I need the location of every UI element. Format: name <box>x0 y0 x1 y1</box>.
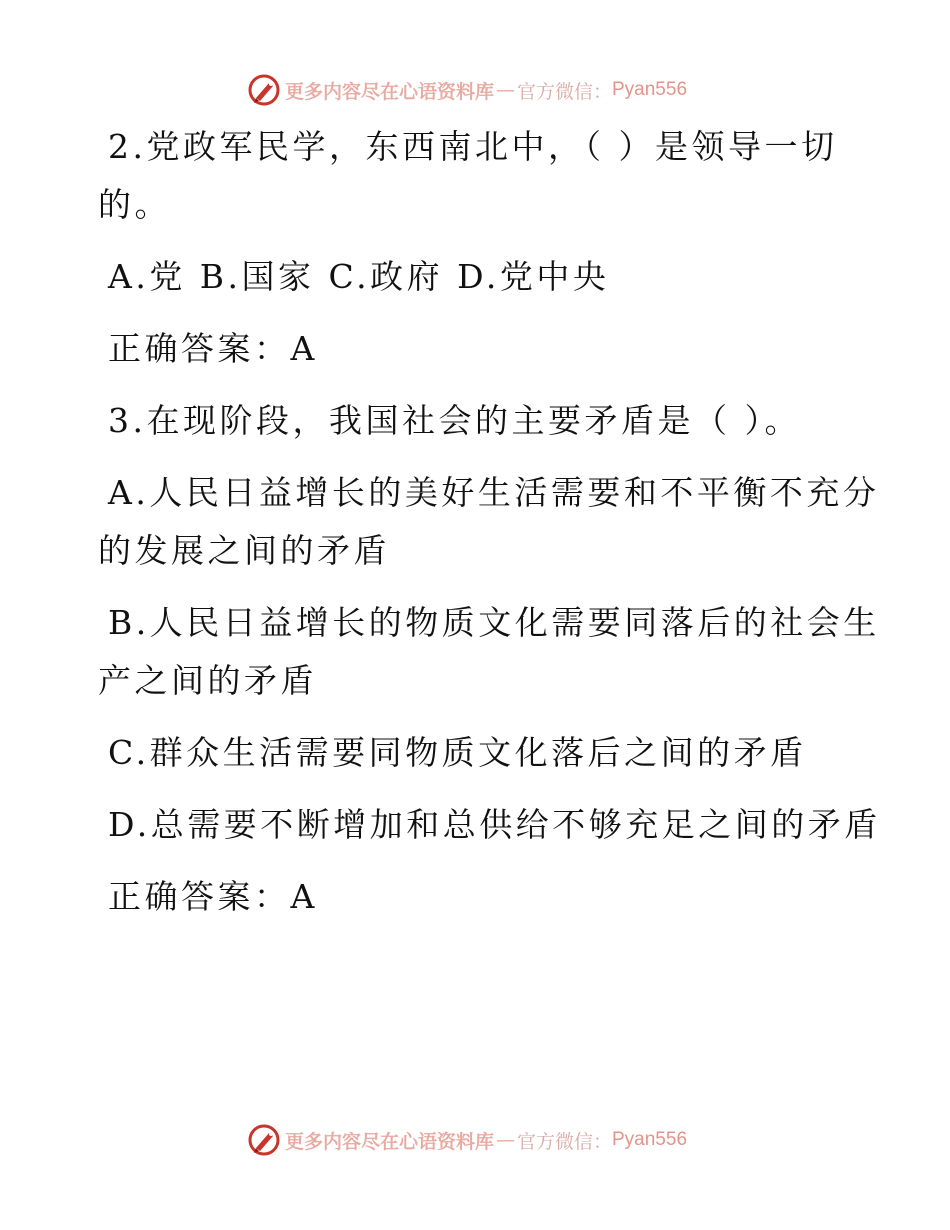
watermark-banner-top <box>0 68 950 112</box>
watermark-wechat-id: Pyan556 <box>612 1129 688 1150</box>
question-3 <box>98 392 881 926</box>
option-line: C.群众生活需要同物质文化落后之间的矛盾 <box>108 733 807 772</box>
option-line: 产之间的矛盾 <box>98 661 317 700</box>
watermark-banner-bottom <box>0 1118 950 1162</box>
watermark-main-text: 更多内容尽在心语资料库 <box>284 80 494 103</box>
watermark-dash: — <box>495 79 515 101</box>
watermark-label: 官方微信： <box>516 1130 612 1153</box>
option-line: D.总需要不断增加和总供给不够充足之间的矛盾 <box>108 805 881 844</box>
option-d <box>98 796 881 854</box>
question-stem-line: 3.在现阶段，我国社会的主要矛盾是（ ）。 <box>108 401 801 440</box>
watermark-inner <box>247 73 687 107</box>
red-pen-circle-logo-icon <box>247 73 281 107</box>
watermark-main-text: 更多内容尽在心语资料库 <box>284 1130 494 1153</box>
answer-line: 正确答案：A <box>108 329 318 368</box>
question-options-line: A.党 B.国家 C.政府 D.党中央 <box>108 257 610 296</box>
answer-line: 正确答案：A <box>108 877 318 916</box>
question-stem-line: 的。 <box>98 185 171 224</box>
option-line: 的发展之间的矛盾 <box>98 531 390 570</box>
option-line: A.人民日益增长的美好生活需要和不平衡不充分 <box>108 473 880 512</box>
question-2 <box>98 118 838 378</box>
option-c <box>98 724 838 782</box>
option-line: B.人民日益增长的物质文化需要同落后的社会生 <box>108 603 880 642</box>
document-body <box>98 118 881 926</box>
option-a <box>98 464 880 580</box>
question-stem-line: 2.党政军民学，东西南北中，（ ）是领导一切 <box>108 127 838 166</box>
watermark-dash: — <box>495 1129 515 1151</box>
watermark-inner <box>247 1123 687 1157</box>
red-pen-circle-logo-icon <box>247 1123 281 1157</box>
option-b <box>98 594 880 710</box>
watermark-label: 官方微信： <box>516 80 612 103</box>
watermark-wechat-id: Pyan556 <box>612 79 688 100</box>
